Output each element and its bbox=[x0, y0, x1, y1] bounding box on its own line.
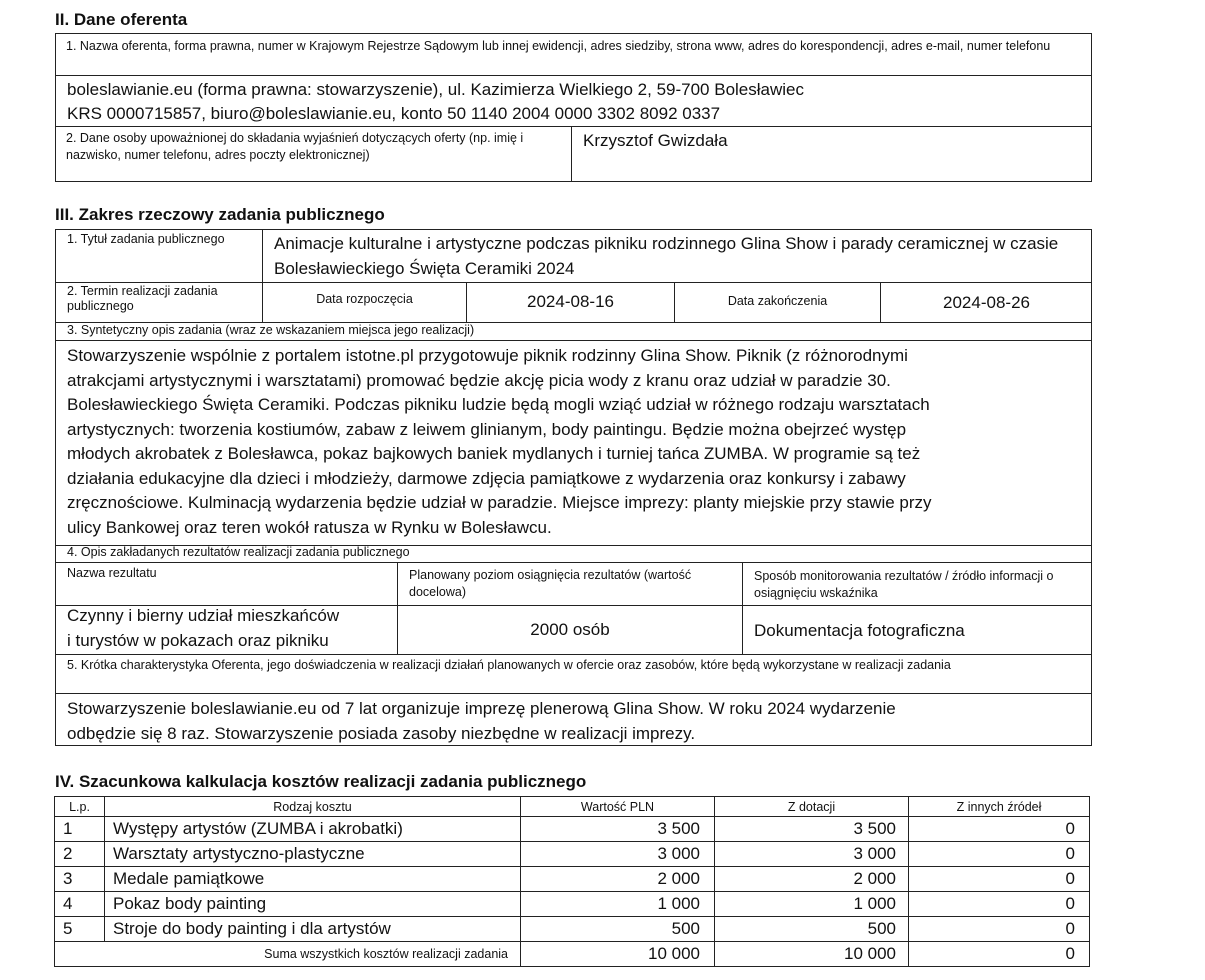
section-2-heading: II. Dane oferenta bbox=[55, 10, 188, 29]
row-other: 0 bbox=[909, 817, 1090, 842]
row-other: 0 bbox=[909, 892, 1090, 917]
col-grant: Z dotacji bbox=[715, 797, 909, 817]
row-grant: 500 bbox=[715, 917, 909, 942]
contact-person-label: 2. Dane osoby upoważnionej do składania wyjaśnień dotyczących oferty (np. imię i nazwisko, numer telefonu, adres poczty elektronicznej) bbox=[66, 131, 524, 162]
characteristics-line: odbędzie się 8 raz. Stowarzyszenie posiada zasoby niezbędne w realizacji imprezy. bbox=[67, 723, 696, 743]
end-date-value: 2024-08-26 bbox=[943, 292, 1030, 312]
cost-table bbox=[54, 796, 1090, 967]
description-text bbox=[67, 344, 1087, 540]
result-monitoring-value: Dokumentacja fotograficzna bbox=[754, 620, 965, 640]
row-value: 1 000 bbox=[521, 892, 715, 917]
row-value: 3 000 bbox=[521, 842, 715, 867]
result-name-line: Czynny i bierny udział mieszkańców bbox=[67, 606, 340, 625]
description-line: ulicy Bankowej oraz teren wokół ratusza w Rynku w Bolesławcu. bbox=[67, 517, 552, 537]
row-cost-type: Medale pamiątkowe bbox=[105, 867, 521, 892]
section-3-heading: III. Zakres rzeczowy zadania publicznego bbox=[55, 205, 385, 224]
total-grant: 10 000 bbox=[715, 942, 909, 967]
cost-table-header bbox=[55, 797, 1090, 817]
row-value: 3 500 bbox=[521, 817, 715, 842]
row-lp: 4 bbox=[55, 892, 105, 917]
description-line: Bolesławieckiego Święta Ceramiki. Podczas pikniku ludzie będą mogli wziąć udział w różnego rodzaju warsztatach bbox=[67, 395, 930, 414]
row-cost-type: Warsztaty artystyczno-plastyczne bbox=[105, 842, 521, 867]
row-cost-type: Występy artystów (ZUMBA i akrobatki) bbox=[105, 817, 521, 842]
characteristics-text bbox=[67, 697, 896, 746]
total-value: 10 000 bbox=[521, 942, 715, 967]
characteristics-line: Stowarzyszenie boleslawianie.eu od 7 lat organizuje imprezę plenerową Glina Show. W roku 2024 wydarzenie bbox=[67, 699, 896, 718]
results-col-monitoring: Sposób monitorowania rezultatów / źródło informacji o osiągnięciu wskaźnika bbox=[754, 569, 1054, 600]
row-other: 0 bbox=[909, 842, 1090, 867]
characteristics-label: 5. Krótka charakterystyka Oferenta, jego doświadczenia w realizacji działań planowanych w ofercie oraz zasobów, które będą wykorzystane w realizacji zadania bbox=[67, 658, 951, 672]
description-line: Stowarzyszenie wspólnie z portalem istotne.pl przygotowuje piknik rodzinny Glina Show. Piknik (z różnorodnymi bbox=[67, 346, 908, 365]
table-row bbox=[55, 892, 1090, 917]
col-other: Z innych źródeł bbox=[909, 797, 1090, 817]
row-lp: 3 bbox=[55, 867, 105, 892]
row-other: 0 bbox=[909, 917, 1090, 942]
row-value: 500 bbox=[521, 917, 715, 942]
results-col-name: Nazwa rezultatu bbox=[67, 566, 157, 580]
row-value: 2 000 bbox=[521, 867, 715, 892]
table-row bbox=[55, 842, 1090, 867]
table-row bbox=[55, 917, 1090, 942]
description-line: atrakcjami artystycznymi i warsztatami) promować będzie akcję picia wody z kranu oraz udział w paradzie 30. bbox=[67, 370, 891, 390]
start-date-label: Data rozpoczęcia bbox=[316, 292, 413, 306]
results-label: 4. Opis zakładanych rezultatów realizacji zadania publicznego bbox=[67, 545, 410, 559]
result-name-line: i turystów w pokazach oraz pikniku bbox=[67, 630, 329, 650]
offeror-name-line1: boleslawianie.eu (forma prawna: stowarzyszenie), ul. Kazimierza Wielkiego 2, 59-700 Bolesławiec bbox=[67, 80, 805, 99]
task-title-value: Animacje kulturalne i artystyczne podczas pikniku rodzinnego Glina Show i parady ceramicznej w czasie Bolesławieckiego Święta Ceramiki 2024 bbox=[274, 234, 1059, 278]
col-value: Wartość PLN bbox=[521, 797, 715, 817]
row-lp: 2 bbox=[55, 842, 105, 867]
row-grant: 1 000 bbox=[715, 892, 909, 917]
result-name bbox=[67, 604, 339, 653]
row-lp: 1 bbox=[55, 817, 105, 842]
description-label: 3. Syntetyczny opis zadania (wraz ze wskazaniem miejsca jego realizacji) bbox=[67, 323, 475, 337]
row-grant: 3 000 bbox=[715, 842, 909, 867]
row-grant: 2 000 bbox=[715, 867, 909, 892]
total-label: Suma wszystkich kosztów realizacji zadania bbox=[55, 942, 521, 967]
task-title-label: 1. Tytuł zadania publicznego bbox=[67, 232, 225, 246]
term-label: 2. Termin realizacji zadania publicznego bbox=[67, 284, 218, 313]
description-line: młodych akrobatek z Bolesławca, pokaz bajkowych baniek mydlanych i turniej tańca ZUMBA. W programie są też bbox=[67, 444, 921, 463]
end-date-label: Data zakończenia bbox=[727, 293, 828, 308]
row-lp: 5 bbox=[55, 917, 105, 942]
row-other: 0 bbox=[909, 867, 1090, 892]
col-cost-type: Rodzaj kosztu bbox=[105, 797, 521, 817]
offeror-name-label: 1. Nazwa oferenta, forma prawna, numer w Krajowym Rejestrze Sądowym lub innej ewidencji, adres siedziby, strona www, adres do korespondencji, adres e-mail, numer telefonu bbox=[66, 39, 1051, 53]
description-line: artystycznych: tworzenia kostiumów, zabaw z leiwem glinianym, body paintingu. Będzie można obejrzeć występ bbox=[67, 419, 907, 439]
description-line: działania edukacyjne dla dzieci i młodzieży, darmowe zdjęcia pamiątkowe z wydarzenia oraz konkursy i zabawy bbox=[67, 468, 906, 488]
results-col-target: Planowany poziom osiągnięcia rezultatów (wartość docelowa) bbox=[409, 568, 692, 599]
description-line: zręcznościowe. Kulminacją wydarzenia będzie udział w paradzie. Miejsce imprezy: planty miejskie przy stawie przy bbox=[67, 493, 932, 512]
contact-person-value: Krzysztof Gwizdała bbox=[583, 131, 728, 150]
result-target-value: 2000 osób bbox=[530, 619, 610, 639]
total-other: 0 bbox=[909, 942, 1090, 967]
table-row bbox=[55, 817, 1090, 842]
total-row bbox=[55, 942, 1090, 967]
start-date-value: 2024-08-16 bbox=[527, 291, 614, 311]
table-row bbox=[55, 867, 1090, 892]
offeror-name-line2: KRS 0000715857, biuro@boleslawianie.eu, konto 50 1140 2004 0000 3302 8092 0337 bbox=[67, 104, 721, 123]
row-cost-type: Stroje do body painting i dla artystów bbox=[105, 917, 521, 942]
section-4-heading: IV. Szacunkowa kalkulacja kosztów realizacji zadania publicznego bbox=[55, 772, 587, 791]
row-grant: 3 500 bbox=[715, 817, 909, 842]
col-lp: L.p. bbox=[55, 797, 105, 817]
row-cost-type: Pokaz body painting bbox=[105, 892, 521, 917]
